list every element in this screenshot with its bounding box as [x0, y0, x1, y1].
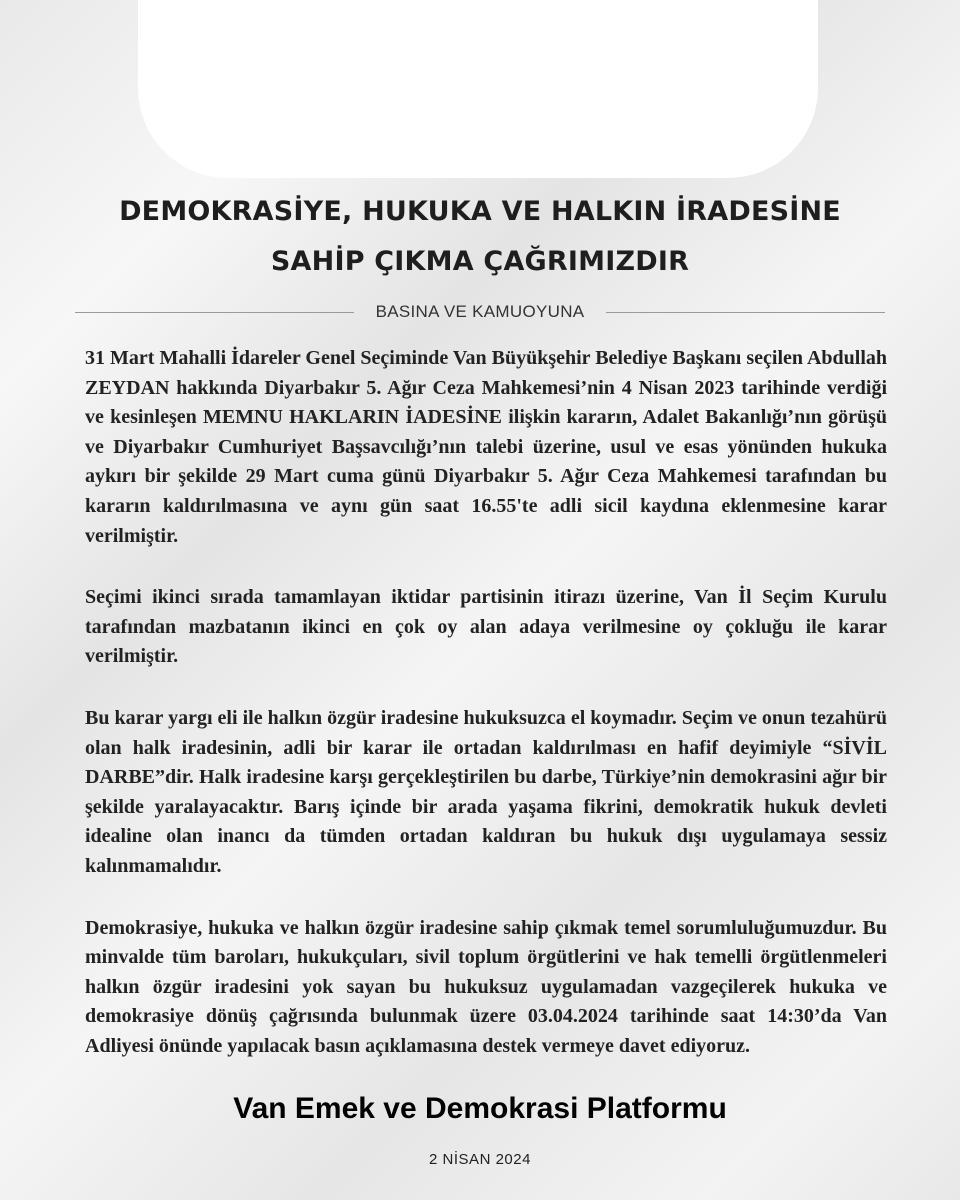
redacted-area	[138, 0, 818, 178]
paragraph-4: Demokrasiye, hukuka ve halkın özgür iradesine sahip çıkmak temel sorumluluğumuzdur. Bu minvalde tüm baroları, hukukçuları, sivil toplum örgütlerini ve hak temelli örgütlenmeleri halkın özgür iradesini yok sayan bu hukuksuz uygulamadan vazgeçilerek hukuka ve demokrasiye dönüş çağrısında bulunmak üzere 03.04.2024 tarihinde saat 14:30’da Van Adliyesi önünde yapılacak basın açıklamasına destek vermeye davet ediyoruz.	[85, 916, 887, 1057]
paragraph-2: Seçimi ikinci sırada tamamlayan iktidar partisinin itirazı üzerine, Van İl Seçim Kurulu tarafından mazbatanın ikinci en çok oy alan adaya verilmesine oy çokluğu ile karar verilmiştir.	[85, 586, 887, 668]
signature: Van Emek ve Demokrasi Platformu	[233, 1092, 727, 1125]
title-line-2: SAHİP ÇIKMA ÇAĞRIMIZDIR	[270, 246, 690, 277]
divider-left	[75, 312, 354, 313]
date: 2 NİSAN 2024	[429, 1151, 531, 1168]
subtitle-row	[75, 298, 885, 326]
title-line-1: DEMOKRASİYE, HUKUKA VE HALKIN İRADESİNE	[119, 196, 841, 227]
subtitle: BASINA VE KAMUOYUNA	[375, 302, 585, 321]
statement-body	[85, 344, 887, 1093]
paragraph-1: 31 Mart Mahalli İdareler Genel Seçiminde Van Büyükşehir Belediye Başkanı seçilen Abdullah ZEYDAN hakkında Diyarbakır 5. Ağır Ceza Mahkemesi’nin 4 Nisan 2023 tarihinde verdiği ve kesinleşen MEMNU HAKLARIN İADESİNE ilişkin kararın, Adalet Bakanlığı’nın görüşü ve Diyarbakır Cumhuriyet Başsavcılığı’nın talebi üzerine, usul ve esas yönünden hukuka aykırı bir şekilde 29 Mart cuma günü Diyarbakır 5. Ağır Ceza Mahkemesi tarafından bu kararın kaldırılmasına ve aynı gün saat 16.55'te adli sicil kaydına eklenmesine karar verilmiştir.	[85, 347, 887, 547]
divider-right	[606, 312, 885, 313]
paragraph-3: Bu karar yargı eli ile halkın özgür iradesine hukuksuzca el koymadır. Seçim ve onun tezahürü olan halk iradesinin, adli bir karar ile ortadan kaldırılması en hafif deyimiyle “SİVİL DARBE”dir. Halk iradesine karşı gerçekleştirilen bu darbe, Türkiye’nin demokrasini ağır bir şekilde yaralayacaktır. Barış içinde bir arada yaşama fikrini, demokratik hukuk devleti idealine olan inancı da tümden ortadan kaldıran bu hukuk dışı uygulamaya sessiz kalınmamalıdır.	[85, 706, 887, 877]
